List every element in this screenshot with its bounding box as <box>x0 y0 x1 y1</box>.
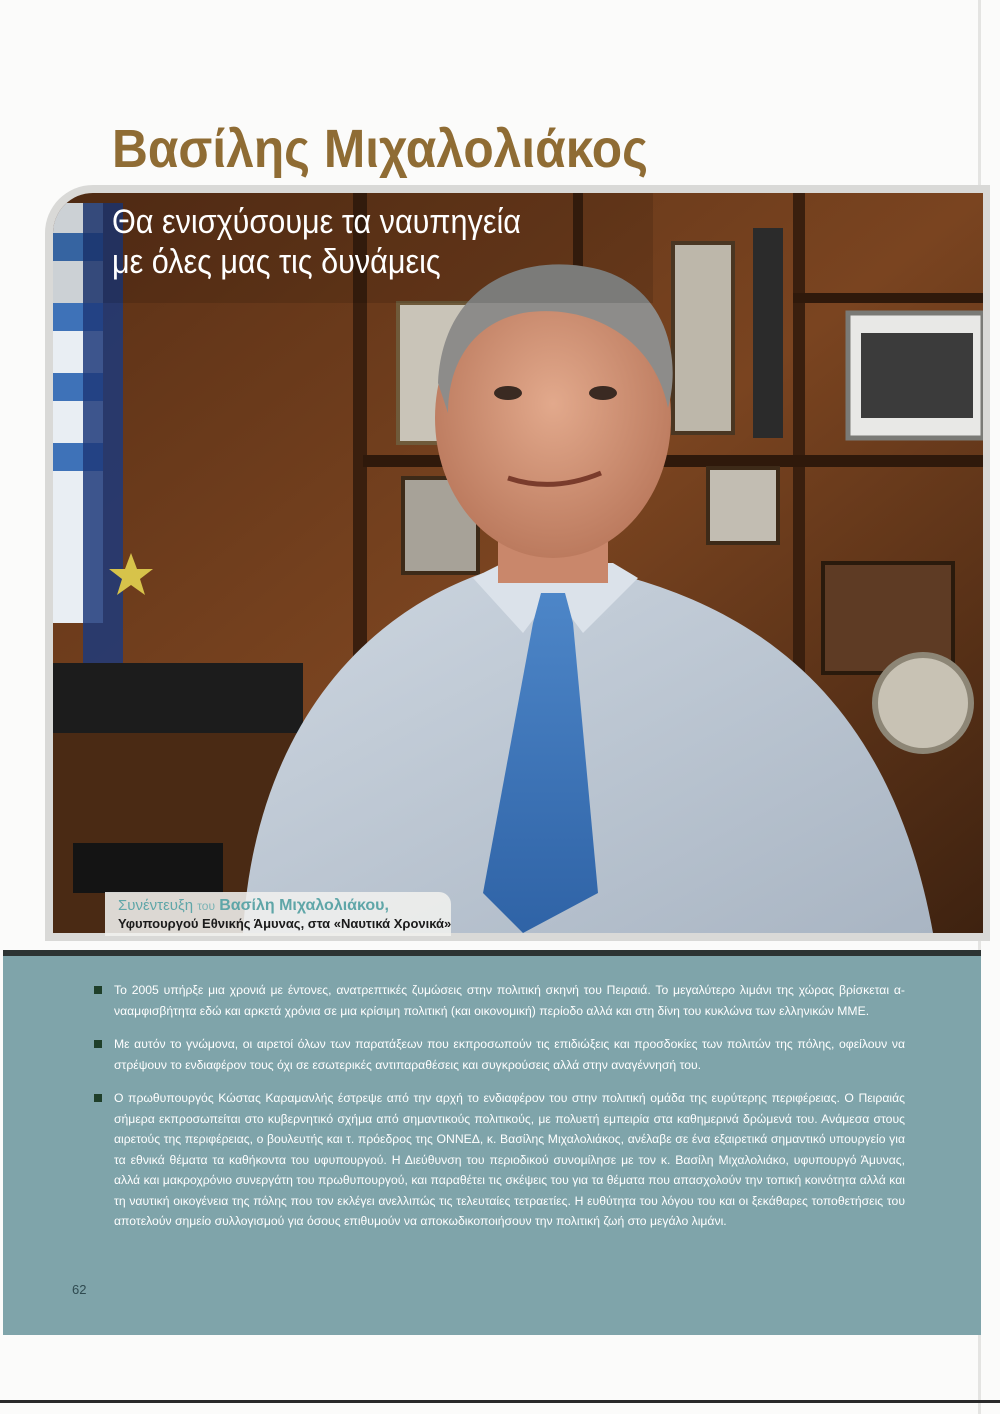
bullet-text: Το 2005 υπήρξε μια χρονιά με έντονες, ανατρεπτικές ζυμώσεις στην πολιτική σκηνή του Πειραιά. Το μεγαλύτερο λιμάνι της χώρας βρίσκεται α-νααμφισβήτητα εδώ και αρκετά χρόνια σε μια κρίσιμη πολιτική (και οικονομική) περίοδο αλλά και στη δίνη του κυκλώνα των ελληνικών ΜΜΕ. <box>114 983 905 1018</box>
intro-bullets <box>90 980 905 1245</box>
subtitle-line-2: με όλες μας τις δυνάμεις <box>112 243 441 281</box>
credit-name: Βασίλη Μιχαλολιάκου, <box>219 897 389 914</box>
intro-bullet <box>90 1034 905 1075</box>
credit-label: Συνέντευξη <box>118 897 194 914</box>
bullet-text: Ο πρωθυπουργός Κώστας Καραμανλής έστρεψε από την αρχή το ενδιαφέρον του στην πολιτική ομάδα της ευρύτερης περιφέρειας. Ο Πειραιάς σήμερα εκπροσωπείται στο κυβερνητικό σχήμα από σημαντικούς πολιτικούς, με πολυετή εμπειρία στα καθημερινά δρώμενά του. Ανάμεσα στους αιρετούς της περιφέρειας, ο βουλευτής και τ. πρόεδρος της ΟΝΝΕΔ, κ. Βασίλης Μιχαλολιάκος, ανέλαβε σε ένα εξαιρετικά σημαντικό υπουργείο για τα εθνικά θέματα τα καθήκοντα του υφυπουργού. Η Διεύθυνση του περιοδικού συνομίλησε με τον κ. Βασίλη Μιχαλολιάκο, υφυπουργό Άμυνας, αλλά και μακροχρόνιο συνεργάτη του πρωθυπουργού, και παραθέτει τις σκέψεις του για τα θέματα που απασχολούν την τοπική κοινότητα αλλά και τη ναυτική οικογένεια της πόλης που τον εκλέγει ανελλιπώς τις τελευταίες τετραετίες. Η ευθύτητα του λόγου του και οι ξεκάθαρες τοποθετήσεις του αποτελούν σημείο συλλογισμού για όσους επιθυμούν να αποκωδικοποιήσουν την πολιτική ζωή στο μεγάλο λιμάνι. <box>114 1091 905 1228</box>
page-number: 62 <box>72 1282 87 1297</box>
bullet-text: Με αυτόν το γνώμονα, οι αιρετοί όλων των παρατάξεων που εκπροσωπούν τις επιδιώξεις και προσδοκίες των πολιτών της πόλης, οφείλουν να στρέψουν το ενδιαφέρον τους όχι σε εσωτερικές αντιπαραθέσεις και συγκρούσεις αλλά στην αναγέννησή του. <box>114 1037 905 1072</box>
intro-bullet <box>90 1088 905 1232</box>
bullet-square-icon <box>94 1094 102 1102</box>
credit-line <box>118 897 389 915</box>
intro-bullet <box>90 980 905 1021</box>
credit-role: Υφυπουργού Εθνικής Άμυνας, στα «Ναυτικά Χρονικά» <box>118 916 452 931</box>
bullet-square-icon <box>94 1040 102 1048</box>
article-title: Βασίλης Μιχαλολιάκος <box>112 119 648 179</box>
bottom-rule <box>0 1400 1000 1403</box>
portrait-photo <box>53 193 983 933</box>
subtitle-line-1: Θα ενισχύσουμε τα ναυπηγεία <box>112 203 521 241</box>
bullet-square-icon <box>94 986 102 994</box>
credit-of: του <box>197 899 216 913</box>
article-subtitle <box>112 202 652 282</box>
